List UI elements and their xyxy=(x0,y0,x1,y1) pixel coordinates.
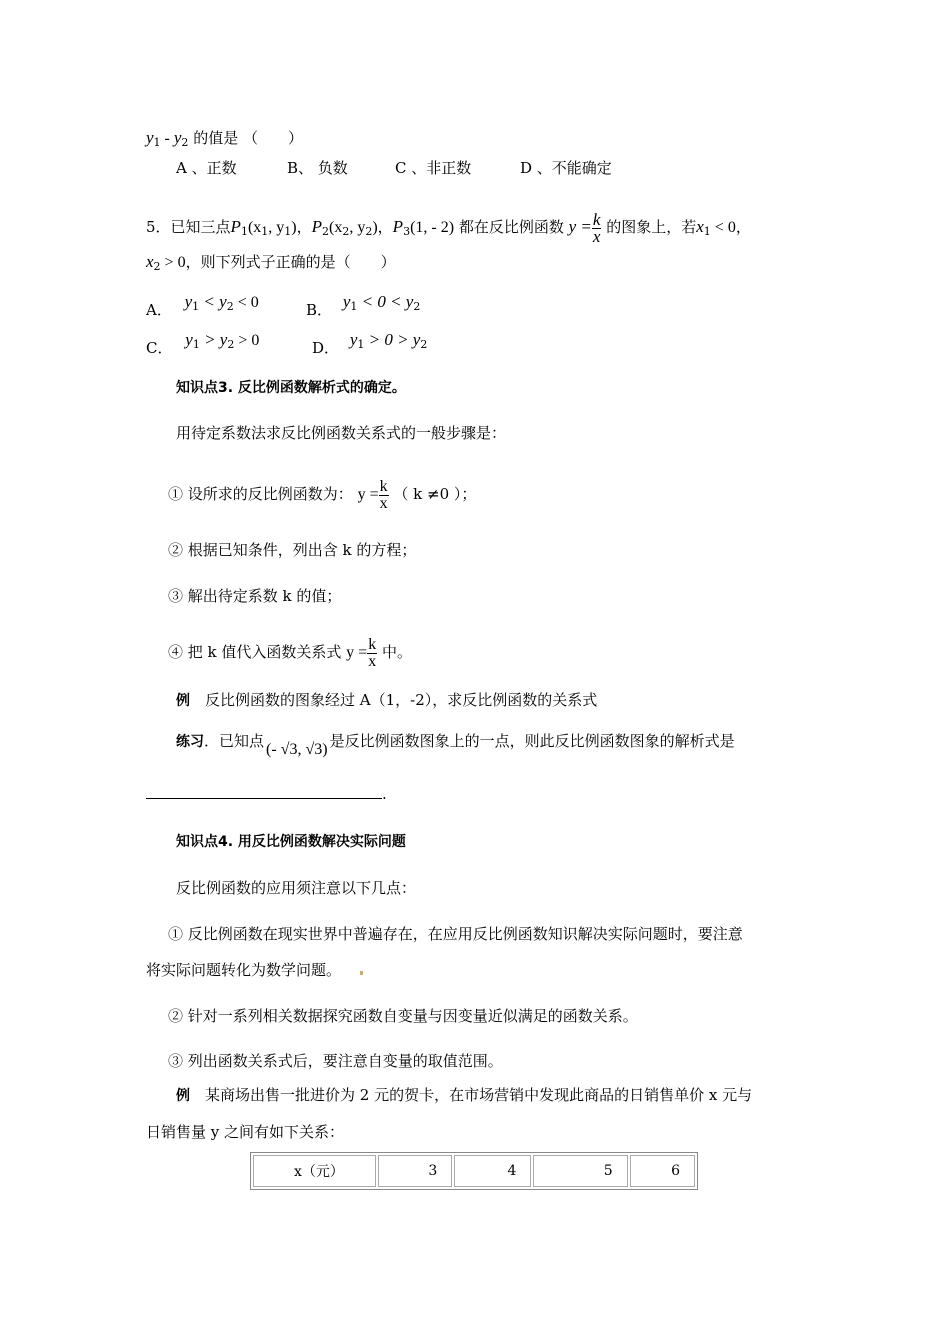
sub: 1 xyxy=(284,225,292,238)
kp3-step4 xyxy=(168,632,412,673)
sub: 1 xyxy=(240,225,248,238)
x1: x xyxy=(696,217,704,236)
step4-end: 中。 xyxy=(377,643,412,661)
x2-cond: > 0 xyxy=(160,254,186,271)
option-label: A． xyxy=(146,301,172,319)
p2-mid: , y xyxy=(349,219,366,236)
fraction-k-over-x xyxy=(592,209,602,246)
p3: P xyxy=(392,217,404,236)
p2-end: ) xyxy=(372,219,378,236)
sub: 1 xyxy=(192,300,200,313)
x1-cond: < 0 xyxy=(710,219,736,236)
sub: 2 xyxy=(153,260,161,273)
table-cell: 5 xyxy=(533,1155,627,1187)
math-y1: y xyxy=(146,128,154,147)
p3-args: (1, - 2) xyxy=(410,219,455,236)
numerator: k xyxy=(379,477,388,495)
table-cell: 6 xyxy=(630,1155,695,1187)
sub: 2 xyxy=(420,338,428,351)
step4-text: ④ 把 k 值代入函数关系式 xyxy=(168,643,347,661)
kp4-point1-line1: ① 反比例函数在现实世界中普遍存在，在应用反比例函数知识解决实际问题时，要注意 xyxy=(168,925,743,943)
q5-tail: ，则下列式子正确的是（ ） xyxy=(185,253,396,271)
sub: 2 xyxy=(342,225,350,238)
denominator: x xyxy=(379,494,388,512)
q5-option-a xyxy=(146,292,259,320)
p1-end: ) xyxy=(291,219,297,236)
sub: 1 xyxy=(357,338,365,351)
kp3-example xyxy=(176,690,597,711)
expr: > y xyxy=(199,330,228,349)
expr: y xyxy=(184,292,193,311)
table-row xyxy=(253,1155,695,1187)
kp3-practice xyxy=(176,726,735,765)
kp4-point2: ② 针对一系列相关数据探究函数自变量与因变量近似满足的函数关系。 xyxy=(168,1007,638,1025)
numerator: k xyxy=(368,635,377,653)
kp3-heading: 知识点3. 反比例函数解析式的确定。 xyxy=(176,380,406,396)
kp4-point3: ③ 列出函数关系式后，要注意自变量的取值范围。 xyxy=(168,1052,503,1070)
step1-text: ① 设所求的反比例函数为： xyxy=(168,485,353,503)
sub: 1 xyxy=(192,338,200,351)
q5-line1 xyxy=(146,210,751,249)
sub: 2 xyxy=(227,338,235,351)
fraction-k-over-x xyxy=(367,637,377,670)
q4-option-d: D 、不能确定 xyxy=(520,159,612,177)
q4-option-c: C 、非正数 xyxy=(395,159,472,177)
sub: 1 xyxy=(350,300,358,313)
sep1: ， xyxy=(296,218,312,236)
math-minus: - xyxy=(160,130,174,147)
sub: 1 xyxy=(703,225,711,238)
p2: P xyxy=(311,217,322,236)
numerator: k xyxy=(592,209,601,229)
denominator: x xyxy=(592,226,601,246)
table-cell: 4 xyxy=(454,1155,531,1187)
price-table xyxy=(250,1152,698,1190)
blank-line xyxy=(146,784,382,799)
kp4-intro: 反比例函数的应用须注意以下几点： xyxy=(176,879,417,897)
comma: ， xyxy=(735,218,751,236)
practice-text: ．已知点 xyxy=(204,732,265,750)
step1-y: y = xyxy=(357,486,379,503)
example-label: 例 xyxy=(176,693,190,709)
practice-text-2: 是反比例函数图象上的一点，则此反比例函数图象的解析式是 xyxy=(329,732,735,750)
sub: 2 xyxy=(181,136,189,149)
table-cell: 3 xyxy=(378,1155,452,1187)
expr: > 0 xyxy=(234,332,260,349)
q5-option-d xyxy=(312,330,427,358)
kp4-heading: 知识点4. 用反比例函数解决实际问题 xyxy=(176,834,406,850)
kp3-step3: ③ 解出待定系数 k 的值； xyxy=(168,587,342,605)
q5-after: 的图象上，若 xyxy=(606,218,697,236)
x2: x xyxy=(146,252,154,271)
marker-dot xyxy=(360,971,363,975)
fraction-k-over-x xyxy=(379,479,389,512)
p1: P xyxy=(230,217,241,236)
example-text: 某商场出售一批进价为 2 元的贺卡，在市场营销中发现此商品的日销售单价 x 元与 xyxy=(190,1086,753,1104)
q4-question-text: 的值是 （ ） xyxy=(193,129,303,147)
denominator: x xyxy=(368,652,377,670)
step1-cond: （ k ≠0 ）； xyxy=(393,485,477,503)
expr: < 0 < y xyxy=(357,292,414,311)
q5-option-c xyxy=(146,330,259,358)
expr: > 0 > y xyxy=(364,330,421,349)
expr: < 0 xyxy=(233,294,259,311)
expr: y xyxy=(185,330,193,349)
p2-args: (x xyxy=(329,219,343,236)
sub: 2 xyxy=(322,225,329,238)
q5-lead: 5．已知三点 xyxy=(146,218,231,236)
q5-mid: 都在反比例函数 xyxy=(458,218,564,236)
q4-option-a: A 、正数 xyxy=(176,159,237,177)
expr: y xyxy=(349,330,358,349)
sub: 2 xyxy=(365,225,373,238)
kp3-intro: 用待定系数法求反比例函数关系式的一般步骤是： xyxy=(176,424,507,442)
sep2: ， xyxy=(377,218,393,236)
p1-mid: , y xyxy=(268,219,285,236)
kp3-step2: ② 根据已知条件，列出含 k 的方程； xyxy=(168,541,417,559)
practice-label: 练习 xyxy=(176,734,204,750)
math-y2: y xyxy=(173,128,182,147)
table-header-cell: x（元） xyxy=(253,1155,376,1187)
kp4-example-line1 xyxy=(176,1085,752,1106)
practice-answer-blank[interactable] xyxy=(146,784,387,804)
q4-option-b: B、 负数 xyxy=(287,159,348,177)
q5-line2 xyxy=(146,252,396,277)
fn-y: y = xyxy=(568,217,592,236)
sub: 1 xyxy=(261,225,269,238)
sub: 1 xyxy=(153,136,161,149)
p1-args: (x xyxy=(247,219,262,236)
sub: 3 xyxy=(403,225,411,238)
practice-point: (- √3, √3) xyxy=(266,741,328,758)
kp4-example-line2: 日销售量 y 之间有如下关系： xyxy=(146,1123,345,1141)
kp4-point1-line2: 将实际问题转化为数学问题。 xyxy=(146,961,342,979)
option-label: D． xyxy=(312,339,340,357)
step4-y: y = xyxy=(346,644,368,661)
option-label: C． xyxy=(146,339,173,357)
expr: y xyxy=(342,292,351,311)
q4-tail-line xyxy=(146,128,303,153)
sub: 2 xyxy=(413,300,421,313)
q5-option-b xyxy=(306,292,420,320)
blank-end: . xyxy=(382,785,387,803)
option-label: B． xyxy=(306,301,333,319)
example-label: 例 xyxy=(176,1088,190,1104)
sub: 2 xyxy=(226,300,234,313)
kp3-step1 xyxy=(168,474,476,515)
expr: < y xyxy=(199,292,227,311)
example-text: 反比例函数的图象经过 A（1，-2），求反比例函数的关系式 xyxy=(190,691,598,709)
